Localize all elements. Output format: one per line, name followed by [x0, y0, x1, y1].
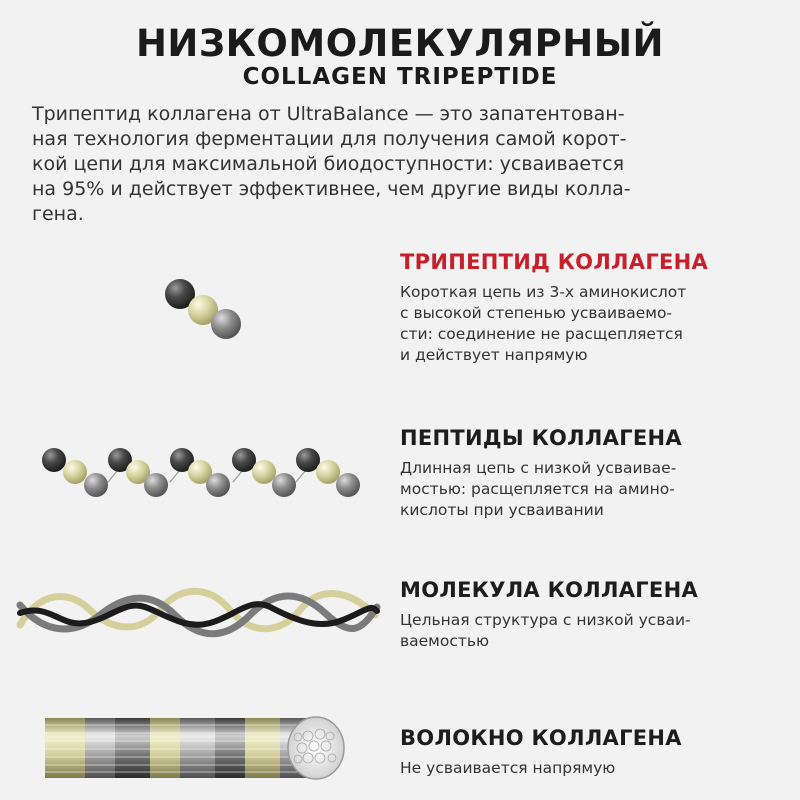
- intro-line: Трипептид коллагена от UltraBalance — это запатентован-: [32, 103, 625, 125]
- peptide-unit: [42, 448, 108, 497]
- intro-line: кой цепи для максимальной биодоступности: усваивается: [32, 153, 625, 175]
- intro-line: ная технология ферментации для получения самой корот-: [32, 128, 627, 150]
- collagen-fiber-illustration: [40, 708, 360, 788]
- description-line: мостью: расщепляется на амино-: [400, 480, 675, 498]
- section-description: [400, 758, 785, 779]
- section-tripeptide: [400, 250, 785, 366]
- intro-line: гена.: [32, 203, 84, 225]
- section-fiber: [400, 726, 785, 779]
- peptide-unit: [296, 448, 360, 497]
- page-title: НИЗКОМОЛЕКУЛЯРНЫЙ: [135, 22, 665, 65]
- section-title: ВОЛОКНО КОЛЛАГЕНА: [400, 726, 682, 750]
- description-line: Не усваивается напрямую: [400, 759, 616, 777]
- section-molecule: [400, 578, 785, 652]
- page-subtitle: COLLAGEN TRIPEPTIDE: [242, 64, 558, 90]
- section-title: ПЕПТИДЫ КОЛЛАГЕНА: [400, 426, 682, 450]
- peptide-chain-illustration: [30, 440, 370, 510]
- amino-acid-sphere-grey: [211, 309, 241, 339]
- description-line: кислоты при усваивании: [400, 501, 604, 519]
- section-title: ТРИПЕПТИД КОЛЛАГЕНА: [400, 250, 709, 274]
- peptide-unit: [108, 448, 168, 497]
- fiber-end-cap: [288, 717, 344, 779]
- section-title: МОЛЕКУЛА КОЛЛАГЕНА: [400, 578, 699, 602]
- description-line: ваемостью: [400, 632, 490, 650]
- section-description: [400, 458, 785, 521]
- description-line: сти: соединение не расщепляется: [400, 325, 683, 343]
- description-line: и действует напрямую: [400, 346, 588, 364]
- description-line: Цельная структура с низкой усваи-: [400, 611, 691, 629]
- tripeptide-illustration: [150, 272, 260, 352]
- description-line: Короткая цепь из 3-х аминокислот: [400, 283, 687, 301]
- peptide-unit: [170, 448, 230, 497]
- section-description: [400, 610, 785, 652]
- collagen-molecule-illustration: [15, 585, 385, 645]
- description-line: Длинная цепь с низкой усваивае-: [400, 459, 677, 477]
- section-description: [400, 282, 785, 366]
- description-line: с высокой степенью усваиваемо-: [400, 304, 673, 322]
- section-peptides: [400, 426, 785, 521]
- fiber-body: [45, 718, 315, 778]
- intro-paragraph: [32, 102, 777, 227]
- intro-line: на 95% и действует эффективнее, чем другие виды колла-: [32, 178, 631, 200]
